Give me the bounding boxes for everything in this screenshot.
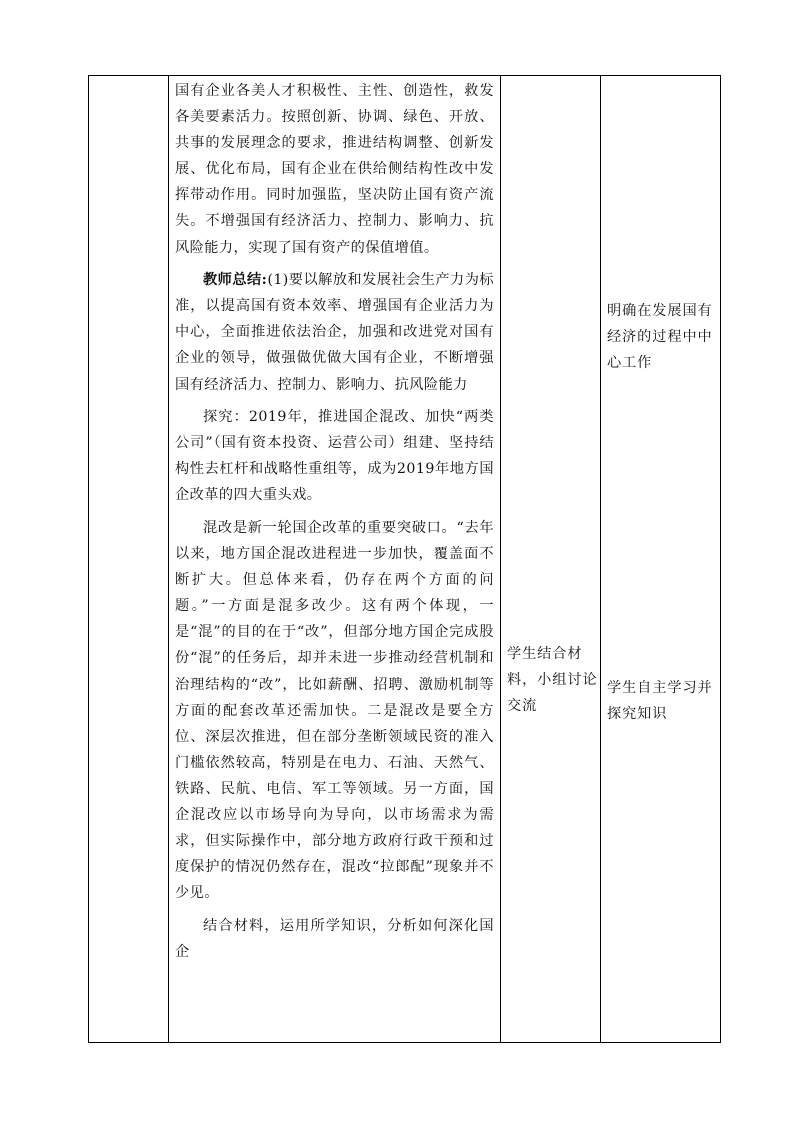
question-paragraph: 结合材料，运用所学知识，分析如何深化国企	[175, 917, 494, 960]
teacher-summary-text: (1)要以解放和发展社会生产力为标准，以提高国有资本效率、增强国有企业活力为中心，全面推进依法治企，加强和改进党对国有企业的领导，做强做优做大国有企业，不断增强国有经济活力、控制力、影响力、抗风险能力	[175, 272, 494, 393]
design-intent-cell	[601, 76, 721, 1043]
teaching-content-cell	[169, 76, 501, 1043]
teacher-summary-label: 教师总结:	[203, 272, 268, 289]
mixed-reform-paragraph: 混改是新一轮国企改革的重要突破口。“去年以来，地方国企混改进程进一步加快，覆盖面不断扩大。但总体来看，仍存在两个方面的问题。”一方面是混多改少。这有两个体现，一是“混”的目的在于“改”，但部分地方国企完成股份“混”的任务后，却并未进一步推动经营机制和治理结构的“改”，比如薪酬、招聘、激励机制等方面的配套改革还需加快。二是混改是要全方位、深层次推进，但在部分垄断领域民资的准入门槛依然较高，特别是在电力、石油、天然气、铁路、民航、电信、军工等领域。另一方面，国企混改应以市场导向为导向，以市场需求为需求，但实际操作中，部分地方政府行政干预和过度保护的情况仍然存在，混改“拉郎配”现象并不少见。	[175, 520, 494, 902]
inquiry-paragraph: 探究：2019年，推进国企混改、加快“两类公司”（国有资本投资、运营公司）组建、坚持结构性去杠杆和战略性重组等，成为2019年地方国企改革的四大重头戏。	[175, 409, 494, 504]
design-intent-note-2: 学生自主学习并探究知识	[607, 680, 713, 723]
content-paragraph-1: 国有企业各美人才积极性、主性、创造性，救发各美要素活力。按照创新、协调、绿色、开放、共事的发展理念的要求，推进结构调整、创新发展、优化布局，国有企业在供给侧结构性改中发挥带动作用。同时加强监，坚决防止国有资产流失。不增强国有经济活力、控制力、影响力、抗风险能力，实现了国有资产的保值增值。	[175, 83, 494, 256]
student-activity-cell	[501, 76, 601, 1043]
table-row	[89, 76, 721, 1043]
student-activity-text: 学生结合材料，小组讨论交流	[507, 646, 598, 715]
design-intent-note-1: 明确在发展国有经济的过程中中心工作	[607, 303, 713, 372]
teacher-summary-paragraph	[175, 267, 494, 397]
stage-cell	[89, 76, 169, 1043]
lesson-plan-table	[88, 75, 721, 1043]
